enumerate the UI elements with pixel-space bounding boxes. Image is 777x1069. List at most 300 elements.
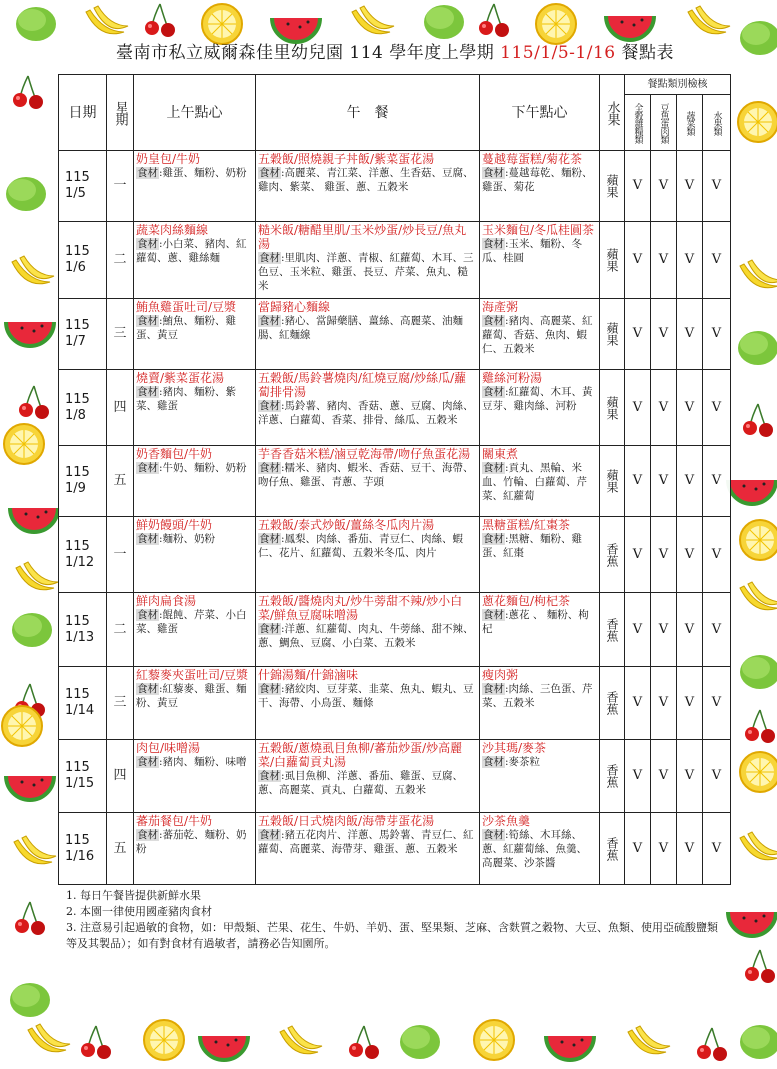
ingredient-list: 小白菜、豬肉、紅蘿蔔、蔥、雞絲麵 [136,238,247,264]
lunch-cell [256,593,480,667]
date-cell [59,151,107,222]
ingredients [136,314,253,342]
date-day: 1/5 [65,186,86,201]
date-year: 115 [65,391,90,407]
morning-snack-cell [134,667,256,740]
header-weekday: 星期 [107,75,134,151]
title-suffix: 餐點表 [621,43,675,63]
check-mark: V [703,517,731,593]
afternoon-snack-cell [480,813,600,885]
lunch-cell [256,813,480,885]
header-lunch: 午 餐 [256,75,480,151]
weekday-cell: 二 [107,222,134,299]
table-row [59,813,731,885]
date-cell [59,446,107,517]
ingredient-sep: : [281,462,285,474]
weekday-cell: 一 [107,151,134,222]
ingredient-label: 食材 [137,683,158,695]
check-mark: V [651,299,677,370]
check-mark: V [625,517,651,593]
date-day: 1/7 [65,334,86,349]
date-year: 115 [65,465,90,480]
ingredients [136,166,253,180]
fruit-cell: 蘋果 [600,370,625,446]
ingredient-list: 麵粉、奶粉 [162,533,216,545]
dish-name: 關東煮 [482,447,519,461]
ingredient-list: 里肌肉、洋蔥、青椒、紅蘿蔔、木耳、三色豆、玉米粒、雞蛋、長豆、芹菜、魚丸、糙米 [258,252,474,292]
date-year: 115 [65,318,90,333]
notes-section [66,888,726,952]
header-check-protein: 豆魚蛋肉類 [651,95,677,151]
dish-name: 黑糖蛋糕/紅棗茶 [482,518,571,532]
dish-name: 五穀飯/日式燒肉飯/海帶芽蛋花湯 [258,814,435,828]
ingredients [258,399,477,427]
header-check-fruit: 水果類 [703,95,731,151]
ingredient-list: 肉絲、三色蛋、芹菜、五穀米 [482,683,593,709]
ingredients [258,828,477,856]
ingredient-label: 食材 [259,829,280,841]
check-mark: V [677,222,703,299]
ingredient-sep: : [281,167,285,179]
fruit-cell: 香蕉 [600,740,625,813]
title-date-range: 115/1/5-1/16 [500,43,616,63]
check-mark: V [625,151,651,222]
date-day: 1/6 [65,260,86,275]
ingredients [482,166,597,194]
lunch-cell [256,222,480,299]
ingredient-label: 食材 [483,533,504,545]
date-cell [59,667,107,740]
ingredients [258,682,477,710]
date-year: 115 [65,760,90,775]
morning-snack-cell [134,813,256,885]
ingredient-list: 蔥花 、 麵粉、枸杞 [482,609,589,635]
dish-name: 紅藜麥夾蛋吐司/豆漿 [136,668,249,682]
check-mark: V [703,446,731,517]
ingredient-sep: : [505,386,509,398]
dish-name: 鮮奶饅頭/牛奶 [136,518,213,532]
ingredient-sep: : [159,386,163,398]
ingredients [482,385,597,413]
header-fruit: 水果 [600,75,625,151]
lunch-cell [256,151,480,222]
ingredient-label: 食材 [483,238,504,250]
ingredient-label: 食材 [259,683,280,695]
ingredient-sep: : [159,609,163,621]
ingredient-list: 麥茶粒 [508,756,541,768]
date-cell [59,370,107,446]
morning-snack-cell [134,517,256,593]
afternoon-snack-cell [480,151,600,222]
lunch-cell [256,667,480,740]
date-day: 1/15 [65,776,95,791]
dish-name: 蔓越莓蛋糕/菊花茶 [482,152,583,166]
check-mark: V [677,299,703,370]
ingredients [482,828,597,870]
ingredient-sep: : [159,829,163,841]
check-mark: V [625,813,651,885]
fruit-cell: 香蕉 [600,667,625,740]
ingredient-label: 食材 [137,167,158,179]
dish-name: 沙其瑪/麥茶 [482,741,547,755]
ingredients [482,237,597,265]
afternoon-snack-cell [480,667,600,740]
ingredient-list: 蔓越莓乾、麵粉、雞蛋、菊花 [482,167,593,193]
weekday-cell: 一 [107,517,134,593]
ingredient-list: 筍絲、木耳絲、蔥、紅蘿蔔絲、魚羹、高麗菜、沙茶醬 [482,829,587,869]
ingredient-sep: : [281,829,285,841]
lunch-cell [256,517,480,593]
check-mark: V [651,517,677,593]
ingredients [482,461,597,503]
ingredient-label: 食材 [137,533,158,545]
weekday-cell: 三 [107,667,134,740]
date-year: 115 [65,170,90,185]
ingredients [136,755,253,769]
ingredient-label: 食材 [137,829,158,841]
fruit-cell: 香蕉 [600,593,625,667]
ingredient-sep: : [281,533,285,545]
ingredient-label: 食材 [259,462,280,474]
check-mark: V [703,370,731,446]
check-mark: V [625,593,651,667]
fruit-cell: 蘋果 [600,222,625,299]
ingredient-list: 洋蔥、紅蘿蔔、肉丸、牛蒡絲、甜不辣、蔥、鯛魚、豆腐、小白菜、五穀米 [258,623,474,649]
ingredient-list: 玉米、麵粉、冬瓜、桂圓 [482,238,583,264]
ingredient-label: 食材 [483,683,504,695]
check-mark: V [651,813,677,885]
ingredient-label: 食材 [483,829,504,841]
ingredient-label: 食材 [259,400,280,412]
header-check-grains: 全穀雜糧類 [625,95,651,151]
check-mark: V [703,813,731,885]
check-mark: V [651,446,677,517]
date-cell [59,299,107,370]
dish-name: 鮮肉扁食湯 [136,594,197,608]
ingredient-sep: : [281,315,285,327]
check-mark: V [677,740,703,813]
ingredient-sep: : [159,683,163,695]
dish-name: 五穀飯/泰式炒飯/薑絲冬瓜肉片湯 [258,518,435,532]
dish-name: 五穀飯/蔥燒虱目魚柳/蕃茄炒蛋/炒高麗菜/白蘿蔔貢丸湯 [258,741,463,769]
ingredients [136,237,253,265]
ingredient-label: 食材 [259,167,280,179]
dish-name: 沙茶魚羹 [482,814,531,828]
check-mark: V [677,667,703,740]
ingredient-sep: : [505,462,509,474]
table-row [59,299,731,370]
ingredient-list: 紅蘿蔔、木耳、黃豆芽、雞肉絲、河粉 [482,386,593,412]
ingredient-label: 食材 [483,609,504,621]
date-day: 1/16 [65,848,95,864]
table-row [59,222,731,299]
ingredient-sep: : [281,770,285,782]
morning-snack-cell [134,222,256,299]
ingredient-sep: : [281,400,285,412]
ingredient-list: 馬鈴薯、豬肉、香菇、蔥、豆腐、肉絲、洋蔥、白蘿蔔、香菜、排骨、絲瓜、五穀米 [258,400,474,426]
ingredients [258,769,477,797]
ingredient-list: 豬肉、高麗菜、紅蘿蔔、香菇、魚肉、蝦仁、五穀米 [482,315,593,355]
header-check-vegetable: 蔬菜類 [677,95,703,151]
ingredients [136,682,253,710]
check-mark: V [677,517,703,593]
morning-snack-cell [134,299,256,370]
check-mark: V [625,740,651,813]
table-row [59,446,731,517]
ingredient-list: 豬心、當歸藥膳、薑絲、高麗菜、油麵腸、紅麵線 [258,315,464,341]
ingredient-list: 高麗菜、青江菜、洋蔥、生香菇、豆腐、雞肉、紫菜、 雞蛋、蔥、五穀米 [258,167,474,193]
ingredient-label: 食材 [483,756,504,768]
ingredient-list: 豬五花肉片、洋蔥、馬鈴薯、青豆仁、紅蘿蔔、高麗菜、海帶芽、雞蛋、蔥、五穀米 [258,829,474,855]
ingredients [136,532,253,546]
ingredients [258,622,477,650]
dish-name: 五穀飯/馬鈴薯燒肉/紅燒豆腐/炒絲瓜/蘿蔔排骨湯 [258,371,467,399]
ingredient-sep: : [281,252,285,264]
header-date: 日期 [59,75,107,151]
date-year: 115 [65,832,90,848]
ingredient-label: 食材 [137,386,158,398]
check-mark: V [677,151,703,222]
ingredient-sep: : [159,315,163,327]
date-day: 1/12 [65,554,95,570]
fruit-cell: 蘋果 [600,446,625,517]
ingredients [136,461,253,475]
ingredient-list: 牛奶、麵粉、奶粉 [162,462,247,474]
weekday-cell: 四 [107,370,134,446]
ingredient-sep: : [505,609,509,621]
afternoon-snack-cell [480,593,600,667]
header-afternoon-snack: 下午點心 [480,75,600,151]
check-mark: V [703,667,731,740]
date-cell [59,813,107,885]
ingredient-list: 貢丸、黑輪、米血、竹輪、白蘿蔔、芹菜、紅蘿蔔 [482,462,587,502]
title-main: 臺南市私立威爾森佳里幼兒園 114 學年度上學期 [115,43,495,63]
dish-name: 蔬菜肉絲麵線 [136,223,209,237]
ingredient-list: 鮪魚、麵粉、雞蛋、黃豆 [136,315,237,341]
ingredient-sep: : [281,683,285,695]
check-mark: V [677,446,703,517]
date-cell [59,593,107,667]
date-day: 1/8 [65,407,86,423]
date-day: 1/14 [65,703,95,718]
date-day: 1/13 [65,629,95,645]
ingredient-label: 食材 [483,315,504,327]
ingredient-label: 食材 [483,167,504,179]
afternoon-snack-cell [480,517,600,593]
dish-name: 雞絲河粉湯 [482,371,543,385]
check-mark: V [677,813,703,885]
ingredients [258,251,477,293]
ingredient-sep: : [505,533,509,545]
lunch-cell [256,299,480,370]
table-row [59,151,731,222]
check-mark: V [651,222,677,299]
ingredients [258,532,477,560]
ingredients [482,532,597,560]
fruit-cell: 香蕉 [600,517,625,593]
ingredients [136,608,253,636]
dish-name: 鮪魚雞蛋吐司/豆漿 [136,300,237,314]
date-year: 115 [65,244,90,259]
page-title [60,38,730,63]
ingredient-sep: : [505,238,509,250]
note-item: 2. 本園一律使用國產豬肉食材 [66,905,212,918]
weekday-cell: 四 [107,740,134,813]
lunch-cell [256,370,480,446]
ingredients [258,166,477,194]
check-mark: V [703,299,731,370]
check-mark: V [703,593,731,667]
dish-name: 燒賣/紫菜蛋花湯 [136,371,225,385]
dish-name: 五穀飯/照燒親子丼飯/紫菜蛋花湯 [258,152,435,166]
morning-snack-cell [134,370,256,446]
ingredient-label: 食材 [137,462,158,474]
ingredient-list: 豬肉、麵粉、味噌 [162,756,247,768]
ingredient-sep: : [505,756,509,768]
check-mark: V [625,446,651,517]
ingredient-label: 食材 [259,533,280,545]
dish-name: 肉包/味噌湯 [136,741,201,755]
ingredient-sep: : [159,167,163,179]
ingredient-sep: : [505,167,509,179]
ingredient-list: 蕃茄乾、麵粉、奶粉 [136,829,247,855]
ingredient-label: 食材 [137,315,158,327]
ingredient-list: 雞蛋、麵粉、奶粉 [162,167,247,179]
check-mark: V [651,593,677,667]
ingredient-label: 食材 [137,756,158,768]
table-row [59,740,731,813]
check-mark: V [625,370,651,446]
check-mark: V [625,667,651,740]
afternoon-snack-cell [480,370,600,446]
morning-snack-cell [134,740,256,813]
morning-snack-cell [134,151,256,222]
ingredient-label: 食材 [259,770,280,782]
ingredient-label: 食材 [137,238,158,250]
check-mark: V [703,222,731,299]
note-item: 1. 每日午餐皆提供新鮮水果 [66,889,201,902]
dish-name: 當歸豬心麵線 [258,300,331,314]
ingredient-list: 黑糖、麵粉、雞蛋、紅棗 [482,533,583,559]
ingredient-label: 食材 [259,252,280,264]
date-cell [59,740,107,813]
table-row [59,667,731,740]
ingredients [482,314,597,356]
ingredient-sep: : [159,462,163,474]
date-year: 115 [65,538,90,554]
ingredient-sep: : [505,683,509,695]
ingredient-sep: : [281,623,285,635]
dish-name: 瘦肉粥 [482,668,519,682]
ingredient-list: 豬肉、麵粉、紫菜、雞蛋 [136,386,237,412]
ingredients [482,682,597,710]
weekday-cell: 二 [107,593,134,667]
check-mark: V [625,222,651,299]
date-year: 115 [65,613,90,629]
ingredient-sep: : [159,238,163,250]
check-mark: V [677,593,703,667]
lunch-cell [256,740,480,813]
ingredient-list: 紅藜麥、雞蛋、麵粉、黃豆 [136,683,247,709]
ingredient-sep: : [159,756,163,768]
check-mark: V [703,151,731,222]
date-cell [59,517,107,593]
dish-name: 什錦湯麵/什錦滷味 [258,668,359,682]
meal-table [58,74,731,885]
ingredient-list: 虱目魚柳、洋蔥、番茄、雞蛋、豆腐、蔥、高麗菜、貢丸、白蘿蔔、五穀米 [258,770,464,796]
ingredient-sep: : [159,533,163,545]
date-year: 115 [65,687,90,702]
dish-name: 蔥花麵包/枸杞茶 [482,594,571,608]
dish-name: 芋香香菇米糕/滷豆乾海帶/吻仔魚蛋花湯 [258,447,471,461]
dish-name: 玉米麵包/冬瓜桂圓茶 [482,223,595,237]
check-mark: V [703,740,731,813]
fruit-cell: 蘋果 [600,299,625,370]
check-mark: V [625,299,651,370]
ingredients [258,461,477,489]
check-mark: V [651,370,677,446]
lunch-cell [256,446,480,517]
table-row [59,370,731,446]
check-mark: V [651,667,677,740]
date-cell [59,222,107,299]
weekday-cell: 五 [107,813,134,885]
ingredients [136,385,253,413]
ingredients [482,755,597,769]
date-day: 1/9 [65,481,86,496]
weekday-cell: 三 [107,299,134,370]
check-mark: V [651,740,677,813]
ingredients [258,314,477,342]
check-mark: V [677,370,703,446]
header-morning-snack: 上午點心 [134,75,256,151]
dish-name: 五穀飯/醬燒肉丸/炒牛蒡甜不辣/炒小白菜/鮮魚豆腐味噌湯 [258,594,463,622]
ingredient-sep: : [505,315,509,327]
note-item: 3. 注意易引起過敏的食物，如：甲殼類、芒果、花生、牛奶、羊奶、蛋、堅果類、芝麻、含麩質之穀物、大豆、魚類、使用亞硫酸鹽類等及其製品）；如有對食材有過敏者，請務必告知園所。 [66,921,718,950]
ingredient-label: 食材 [259,315,280,327]
morning-snack-cell [134,593,256,667]
ingredient-list: 餛飩、芹菜、小白菜、雞蛋 [136,609,247,635]
fruit-cell: 香蕉 [600,813,625,885]
ingredient-label: 食材 [259,623,280,635]
afternoon-snack-cell [480,299,600,370]
dish-name: 糙米飯/糖醋里肌/玉米炒蛋/炒長豆/魚丸湯 [258,223,467,251]
dish-name: 蕃茄餐包/牛奶 [136,814,213,828]
afternoon-snack-cell [480,446,600,517]
ingredient-sep: : [505,829,509,841]
ingredient-list: 豬絞肉、豆芽菜、韭菜、魚丸、蝦丸、豆干、海帶、小鳥蛋、麵條 [258,683,474,709]
ingredient-label: 食材 [483,386,504,398]
header-check-group: 餐點類別檢核 [625,75,731,95]
ingredient-label: 食材 [483,462,504,474]
ingredients [136,828,253,856]
ingredients [482,608,597,636]
ingredient-list: 糯米、豬肉、蝦米、香菇、豆干、海帶、吻仔魚、雞蛋、青蔥、芋頭 [258,462,474,488]
ingredient-list: 鳳梨、肉絲、番茄、青豆仁、肉絲、蝦仁、花片、紅蘿蔔、五穀米冬瓜、肉片 [258,533,464,559]
table-row [59,517,731,593]
dish-name: 海產粥 [482,300,519,314]
afternoon-snack-cell [480,740,600,813]
check-mark: V [651,151,677,222]
dish-name: 奶香麵包/牛奶 [136,447,213,461]
afternoon-snack-cell [480,222,600,299]
ingredient-label: 食材 [137,609,158,621]
morning-snack-cell [134,446,256,517]
fruit-cell: 蘋果 [600,151,625,222]
weekday-cell: 五 [107,446,134,517]
table-row [59,593,731,667]
dish-name: 奶皇包/牛奶 [136,152,201,166]
